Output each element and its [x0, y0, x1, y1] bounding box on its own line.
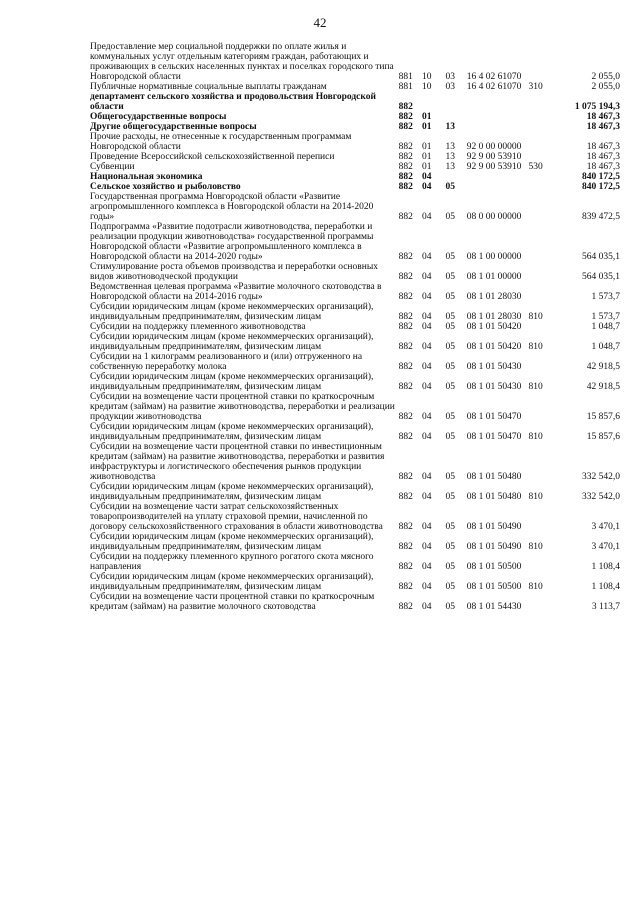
row-section-code: 04 — [422, 432, 432, 442]
row-target-article: 08 1 01 50490 — [466, 522, 522, 532]
row-amount: 839 472,5 — [582, 212, 620, 222]
row-name: Субсидии юридическим лицам (кроме некоммерческих организаций), индивидуальным предпринимателям, физическим лицам — [90, 532, 374, 552]
page-number: 42 — [313, 15, 327, 30]
row-ministry-code: 882 — [398, 322, 413, 332]
row-target-article — [467, 122, 529, 132]
row-target-article: 08 1 01 28030 — [466, 292, 522, 302]
row-name: Субсидии юридическим лицам (кроме некоммерческих организаций), индивидуальным предпринимателям, физическим лицам — [90, 372, 374, 392]
row-target-article: 08 1 01 50430 — [466, 382, 522, 392]
row-name: Субсидии юридическим лицам (кроме некоммерческих организаций), индивидуальным предпринимателям, физическим лицам — [90, 572, 374, 592]
row-expense-type — [528, 152, 551, 162]
row-section-code: 04 — [422, 182, 432, 192]
row-expense-type — [528, 192, 551, 222]
row-target-article — [467, 112, 529, 122]
row-name: Другие общегосударственные вопросы — [90, 122, 257, 132]
row-subsection-code: 05 — [445, 252, 455, 262]
row-amount: 3 470,1 — [591, 542, 620, 552]
row-expense-type — [528, 392, 551, 422]
row-section-code — [422, 92, 445, 112]
row-ministry-code: 882 — [398, 362, 413, 372]
table-row — [90, 122, 620, 132]
table-row — [90, 442, 620, 482]
row-expense-type: 530 — [528, 162, 543, 172]
row-target-article: 16 4 02 61070 — [466, 72, 522, 82]
table-row — [90, 152, 620, 162]
row-subsection-code: 05 — [445, 472, 455, 482]
table-row — [90, 502, 620, 532]
row-name: Публичные нормативные социальные выплаты гражданам — [90, 82, 327, 92]
row-name: Предоставление мер социальной поддержки по оплате жилья и коммунальных услуг отдельным категориям граждан, работающих и проживающих в сельских населенных пунктах и поселках городского типа Новгородской области — [90, 42, 394, 82]
table-row — [90, 92, 620, 112]
row-expense-type — [528, 112, 551, 122]
row-ministry-code: 882 — [398, 102, 413, 112]
row-expense-type — [528, 92, 551, 112]
row-amount: 1 048,7 — [591, 322, 620, 332]
row-expense-type: 810 — [528, 382, 543, 392]
row-amount: 2 055,0 — [591, 82, 620, 92]
row-target-article: 08 1 01 54430 — [466, 602, 522, 612]
row-target-article — [467, 92, 529, 112]
row-amount: 1 048,7 — [591, 342, 620, 352]
row-ministry-code: 882 — [398, 252, 413, 262]
table-row — [90, 552, 620, 572]
row-name: Субсидии юридическим лицам (кроме некоммерческих организаций), индивидуальным предпринимателям, физическим лицам — [90, 422, 374, 442]
row-amount: 18 467,3 — [586, 162, 620, 172]
budget-table — [90, 42, 620, 612]
table-row — [90, 372, 620, 392]
row-amount: 1 573,7 — [591, 292, 620, 302]
row-section-code: 04 — [422, 602, 432, 612]
row-name: Сельское хозяйство и рыболовство — [90, 182, 241, 192]
budget-table-body — [90, 42, 620, 612]
row-subsection-code: 03 — [445, 72, 455, 82]
row-target-article: 08 1 01 50470 — [466, 412, 522, 422]
table-row — [90, 592, 620, 612]
table-row — [90, 162, 620, 172]
row-section-code: 10 — [422, 72, 432, 82]
row-section-code: 04 — [422, 252, 432, 262]
row-expense-type — [528, 132, 551, 152]
row-name: Прочие расходы, не отнесенные к государственным программам Новгородской области — [90, 132, 352, 152]
table-row — [90, 422, 620, 442]
row-subsection-code: 05 — [445, 562, 455, 572]
row-target-article: 08 1 01 50480 — [466, 472, 522, 482]
table-row — [90, 332, 620, 352]
row-name: Субсидии юридическим лицам (кроме некоммерческих организаций), индивидуальным предпринимателям, физическим лицам — [90, 332, 374, 352]
row-amount: 18 467,3 — [586, 152, 620, 162]
row-subsection-code: 13 — [445, 122, 455, 132]
row-expense-type: 810 — [528, 342, 543, 352]
row-subsection-code: 05 — [445, 492, 455, 502]
row-expense-type — [528, 42, 551, 82]
row-subsection-code: 05 — [445, 542, 455, 552]
row-ministry-code: 882 — [398, 412, 413, 422]
row-ministry-code: 882 — [398, 602, 413, 612]
table-row — [90, 352, 620, 372]
row-name: Субсидии на возмещение части процентной ставки по краткосрочным кредитам (займам) на развитие животноводства, переработки и реализации продукции животноводства — [90, 392, 395, 422]
row-ministry-code: 882 — [398, 162, 413, 172]
row-subsection-code: 05 — [445, 602, 455, 612]
row-expense-type — [528, 172, 551, 182]
row-target-article: 08 1 01 50500 — [466, 562, 522, 572]
row-section-code: 04 — [422, 342, 432, 352]
row-section-code: 04 — [422, 542, 432, 552]
row-subsection-code: 05 — [445, 342, 455, 352]
row-name: Субсидии на возмещение части процентной ставки по инвестиционным кредитам (займам) на развитие животноводства, переработки и развития инфраструктуры и логистического обеспечения рынков продукции животноводства — [90, 442, 385, 482]
row-amount: 42 918,5 — [586, 382, 620, 392]
table-row — [90, 262, 620, 282]
row-section-code: 04 — [422, 272, 432, 282]
row-subsection-code: 05 — [445, 312, 455, 322]
row-expense-type — [528, 552, 551, 572]
row-amount: 18 467,3 — [586, 142, 620, 152]
row-ministry-code: 881 — [398, 72, 413, 82]
row-target-article: 16 4 02 61070 — [466, 82, 522, 92]
row-target-article: 08 1 01 50430 — [466, 362, 522, 372]
table-row — [90, 182, 620, 192]
row-target-article: 08 1 01 50500 — [466, 582, 522, 592]
row-expense-type — [528, 122, 551, 132]
row-subsection-code: 13 — [445, 152, 455, 162]
row-ministry-code: 882 — [398, 582, 413, 592]
table-row — [90, 192, 620, 222]
row-section-code: 04 — [422, 382, 432, 392]
row-amount: 1 075 194,3 — [574, 102, 620, 112]
table-row — [90, 482, 620, 502]
row-ministry-code: 882 — [398, 312, 413, 322]
row-target-article: 08 1 01 50420 — [466, 322, 522, 332]
row-subsection-code: 05 — [445, 412, 455, 422]
table-row — [90, 282, 620, 302]
row-target-article — [467, 182, 529, 192]
row-name: Субсидии юридическим лицам (кроме некоммерческих организаций), индивидуальным предпринимателям, физическим лицам — [90, 482, 374, 502]
row-ministry-code: 882 — [398, 382, 413, 392]
row-name: Ведомственная целевая программа «Развитие молочного скотоводства в Новгородской области на 2014-2016 годы» — [90, 282, 382, 302]
row-subsection-code: 05 — [445, 272, 455, 282]
row-ministry-code: 882 — [398, 492, 413, 502]
row-amount: 2 055,0 — [591, 72, 620, 82]
row-section-code: 04 — [422, 522, 432, 532]
row-amount: 3 470,1 — [591, 522, 620, 532]
row-amount: 18 467,3 — [586, 112, 620, 122]
row-expense-type — [528, 222, 551, 262]
row-ministry-code: 882 — [398, 472, 413, 482]
row-expense-type: 810 — [528, 432, 543, 442]
row-amount: 3 113,7 — [591, 602, 620, 612]
row-subsection-code: 03 — [445, 82, 455, 92]
row-ministry-code: 882 — [398, 272, 413, 282]
row-target-article: 08 1 01 50420 — [466, 342, 522, 352]
row-subsection-code: 05 — [445, 432, 455, 442]
row-section-code: 01 — [422, 122, 432, 132]
row-subsection-code: 05 — [445, 322, 455, 332]
table-row — [90, 532, 620, 552]
table-row — [90, 112, 620, 122]
row-ministry-code: 882 — [398, 172, 413, 182]
table-row — [90, 172, 620, 182]
row-expense-type — [528, 592, 551, 612]
row-name: Субсидии на поддержку племенного животноводства — [90, 322, 306, 332]
row-amount: 840 172,5 — [582, 182, 620, 192]
row-amount: 564 035,1 — [582, 272, 620, 282]
row-section-code: 01 — [422, 162, 432, 172]
row-amount: 1 573,7 — [591, 312, 620, 322]
row-expense-type — [528, 182, 551, 192]
row-expense-type: 810 — [528, 492, 543, 502]
row-expense-type — [528, 262, 551, 282]
table-row — [90, 82, 620, 92]
table-row — [90, 42, 620, 82]
row-section-code: 04 — [422, 292, 432, 302]
row-expense-type — [528, 502, 551, 532]
row-ministry-code: 882 — [398, 342, 413, 352]
row-subsection-code: 05 — [445, 182, 455, 192]
table-row — [90, 132, 620, 152]
row-target-article — [467, 172, 529, 182]
row-target-article: 08 1 01 50470 — [466, 432, 522, 442]
table-row — [90, 322, 620, 332]
row-ministry-code: 882 — [398, 522, 413, 532]
row-name: Подпрограмма «Развитие подотрасли животноводства, переработки и реализации продукции животноводства» государственной программы Новгородской области «Развитие агропромышленного комплекса в Новгородской области на 2014-2020 годы» — [90, 222, 374, 262]
row-subsection-code: 05 — [445, 382, 455, 392]
row-section-code: 10 — [422, 82, 432, 92]
table-row — [90, 222, 620, 262]
row-section-code: 01 — [422, 112, 432, 122]
row-expense-type: 310 — [528, 82, 543, 92]
row-section-code: 04 — [422, 172, 432, 182]
row-section-code: 04 — [422, 312, 432, 322]
row-target-article: 08 1 01 50490 — [466, 542, 522, 552]
row-ministry-code: 882 — [398, 152, 413, 162]
row-name: Субвенции — [90, 162, 135, 172]
row-section-code: 04 — [422, 472, 432, 482]
row-name: Национальная экономика — [90, 172, 203, 182]
row-target-article: 92 0 00 00000 — [466, 142, 522, 152]
row-ministry-code: 882 — [398, 562, 413, 572]
row-amount: 18 467,3 — [586, 122, 620, 132]
row-subsection-code — [445, 172, 466, 182]
row-ministry-code: 881 — [398, 82, 413, 92]
row-expense-type: 810 — [528, 312, 543, 322]
row-amount: 1 108,4 — [591, 562, 620, 572]
row-subsection-code — [445, 112, 466, 122]
row-expense-type — [528, 282, 551, 302]
row-section-code: 04 — [422, 492, 432, 502]
row-name: Субсидии на возмещение части процентной ставки по краткосрочным кредитам (займам) на развитие молочного скотоводства — [90, 592, 375, 612]
row-expense-type — [528, 322, 551, 332]
row-target-article: 92 9 00 53910 — [466, 152, 522, 162]
row-amount: 1 108,4 — [591, 582, 620, 592]
row-ministry-code: 882 — [398, 122, 413, 132]
row-ministry-code: 882 — [398, 182, 413, 192]
row-section-code: 04 — [422, 562, 432, 572]
row-name: Субсидии на поддержку племенного крупного рогатого скота мясного направления — [90, 552, 374, 572]
row-expense-type: 810 — [528, 542, 543, 552]
row-subsection-code: 05 — [445, 292, 455, 302]
row-subsection-code: 05 — [445, 362, 455, 372]
row-expense-type: 810 — [528, 582, 543, 592]
row-expense-type — [528, 442, 551, 482]
row-target-article: 08 0 00 00000 — [466, 212, 522, 222]
row-target-article: 08 1 00 00000 — [466, 252, 522, 262]
row-subsection-code: 05 — [445, 582, 455, 592]
row-amount: 840 172,5 — [582, 172, 620, 182]
row-name: Стимулирование роста объемов производства и переработки основных видов животноводческой продукции — [90, 262, 378, 282]
row-name: Субсидии на 1 килограмм реализованного и (или) отгруженного на собственную переработку молока — [90, 352, 363, 372]
row-subsection-code: 05 — [445, 212, 455, 222]
row-section-code: 04 — [422, 412, 432, 422]
row-name: Государственная программа Новгородской области «Развитие агропромышленного комплекса в Новгородской области на 2014-2020 годы» — [90, 192, 374, 222]
row-expense-type — [528, 352, 551, 372]
table-row — [90, 302, 620, 322]
row-amount: 42 918,5 — [586, 362, 620, 372]
row-target-article: 92 9 00 53910 — [466, 162, 522, 172]
row-name: Субсидии юридическим лицам (кроме некоммерческих организаций), индивидуальным предпринимателям, физическим лицам — [90, 302, 374, 322]
row-section-code: 04 — [422, 212, 432, 222]
row-amount: 15 857,6 — [586, 412, 620, 422]
row-amount: 564 035,1 — [582, 252, 620, 262]
row-ministry-code: 882 — [398, 292, 413, 302]
row-section-code: 04 — [422, 322, 432, 332]
row-amount: 332 542,0 — [582, 492, 620, 502]
row-section-code: 01 — [422, 142, 432, 152]
row-section-code: 04 — [422, 362, 432, 372]
row-section-code: 04 — [422, 582, 432, 592]
row-ministry-code: 882 — [398, 432, 413, 442]
row-name: Общегосударственные вопросы — [90, 112, 227, 122]
table-row — [90, 392, 620, 422]
row-ministry-code: 882 — [398, 542, 413, 552]
row-subsection-code: 13 — [445, 142, 455, 152]
row-name: департамент сельского хозяйства и продовольствия Новгородской области — [90, 92, 376, 112]
row-section-code: 01 — [422, 152, 432, 162]
row-ministry-code: 882 — [398, 212, 413, 222]
row-amount: 332 542,0 — [582, 472, 620, 482]
row-subsection-code: 13 — [445, 162, 455, 172]
row-target-article: 08 1 01 50480 — [466, 492, 522, 502]
row-name: Субсидии на возмещение части затрат сельскохозяйственных товаропроизводителей на уплату страховой премии, начисленной по договору сельскохозяйственного страхования в области животноводства — [90, 502, 383, 532]
row-name: Проведение Всероссийской сельскохозяйственной переписи — [90, 152, 335, 162]
table-row — [90, 572, 620, 592]
row-subsection-code — [445, 92, 466, 112]
row-ministry-code: 882 — [398, 142, 413, 152]
row-amount: 15 857,6 — [586, 432, 620, 442]
row-ministry-code: 882 — [398, 112, 413, 122]
row-target-article: 08 1 01 00000 — [466, 272, 522, 282]
row-subsection-code: 05 — [445, 522, 455, 532]
row-target-article: 08 1 01 28030 — [466, 312, 522, 322]
